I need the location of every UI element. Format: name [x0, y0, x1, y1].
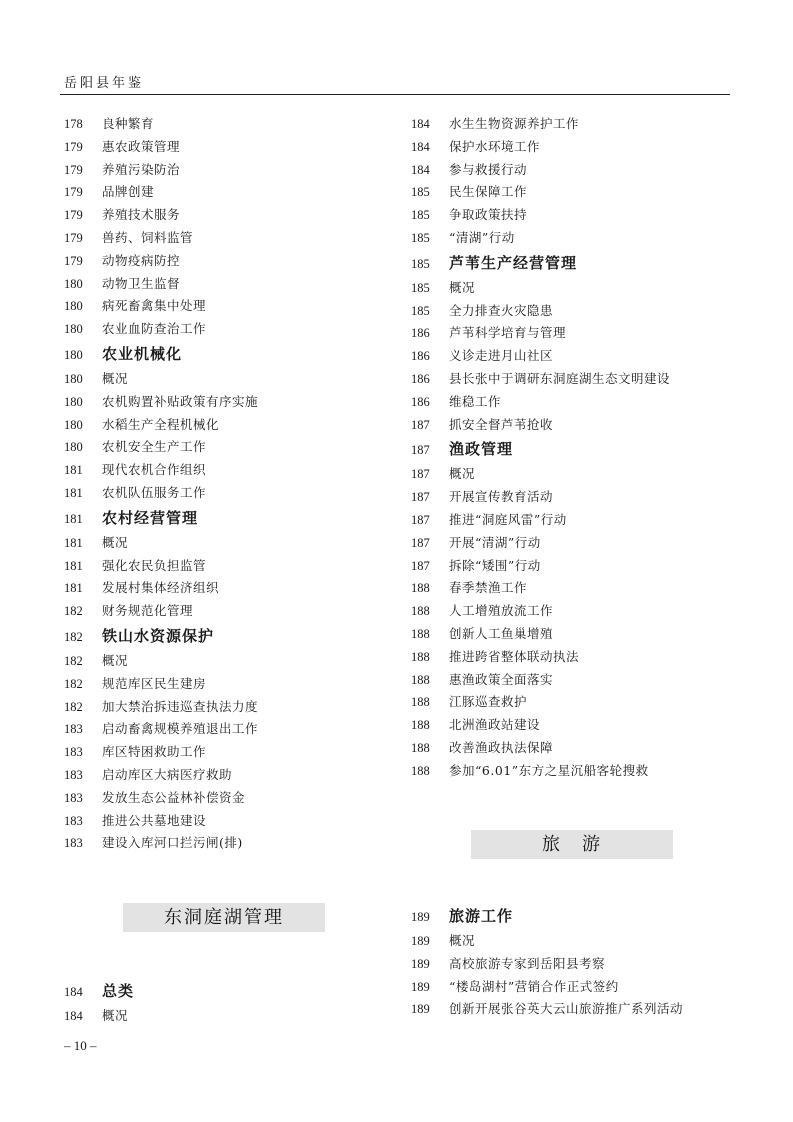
toc-page-number: 185 — [411, 185, 430, 200]
toc-entry-title: 农机购置补贴政策有序实施 — [102, 393, 259, 409]
toc-entry-title: 参与救援行动 — [449, 161, 528, 177]
toc-entry — [411, 623, 670, 646]
toc-entry — [64, 696, 258, 719]
toc-page-number: 188 — [411, 626, 430, 641]
toc-entry-title: 开展“清湖”行动 — [449, 534, 541, 550]
toc-entry-title: 农机安全生产工作 — [102, 439, 207, 455]
toc-page-number: 182 — [64, 699, 83, 714]
toc-page-number: 180 — [64, 347, 83, 362]
toc-entry-title: 概况 — [102, 370, 129, 386]
toc-entry-title: 义诊走进月山社区 — [449, 348, 554, 364]
toc-entry — [411, 714, 670, 737]
toc-entry-title: 动物卫生监督 — [102, 275, 181, 291]
toc-entry-title: 渔政管理 — [449, 440, 514, 459]
toc-entry — [64, 414, 258, 437]
toc-entry — [64, 787, 258, 810]
toc-page-number: 184 — [411, 162, 430, 177]
toc-entry-title: 铁山水资源保护 — [102, 626, 215, 645]
toc-entry-title: 全力排查火灾隐患 — [449, 302, 554, 318]
toc-entry-title: 维稳工作 — [449, 393, 502, 409]
toc-entry-title: “楼岛湖村”营销合作正式签约 — [449, 978, 619, 994]
toc-entry — [411, 953, 683, 976]
toc-entry — [411, 345, 670, 368]
toc-page-number: 186 — [411, 326, 430, 341]
toc-page-number: 180 — [64, 322, 83, 337]
toc-page-number: 183 — [64, 722, 83, 737]
toc-page-number: 185 — [411, 280, 430, 295]
toc-entry-title: 库区特困救助工作 — [102, 744, 207, 760]
toc-entry-title: 品牌创建 — [102, 184, 155, 200]
toc-page-number: 187 — [411, 443, 430, 458]
toc-page-number: 178 — [64, 117, 83, 131]
toc-entry — [64, 482, 258, 505]
toc-entry-title: 养殖技术服务 — [102, 207, 181, 223]
toc-entry — [64, 436, 258, 459]
toc-section-heading — [64, 978, 134, 1005]
toc-entry — [411, 463, 670, 486]
toc-entry — [64, 159, 258, 182]
toc-entry — [64, 741, 258, 764]
toc-page-number: 185 — [411, 303, 430, 318]
toc-entry-title: 现代农机合作组织 — [102, 462, 207, 478]
toc-entry — [411, 300, 670, 323]
toc-page-number: 179 — [64, 185, 83, 200]
toc-page-number: 180 — [64, 299, 83, 314]
toc-entry-title: 良种繁育 — [102, 116, 155, 131]
toc-page-number: 179 — [64, 253, 83, 268]
toc-entry-title: 争取政策扶持 — [449, 207, 528, 223]
toc-entry-title: 概况 — [449, 466, 476, 482]
toc-entry-title: 概况 — [449, 279, 476, 295]
toc-section-heading — [411, 436, 670, 463]
toc-page-number: 182 — [64, 629, 83, 644]
toc-page-number: 189 — [411, 1002, 430, 1017]
toc-entry — [411, 204, 670, 227]
toc-page-number: 187 — [411, 490, 430, 505]
toc-entry-title: 动物疫病防控 — [102, 252, 181, 268]
toc-page-number: 182 — [64, 653, 83, 668]
toc-entry-title: 惠渔政策全面落实 — [449, 671, 554, 687]
toc-entry — [411, 509, 670, 532]
toc-entry-title: 规范库区民生建房 — [102, 675, 207, 691]
toc-entry — [411, 277, 670, 300]
toc-entry-title: 创新人工鱼巢增殖 — [449, 625, 554, 641]
toc-entry-title: “清湖”行动 — [449, 229, 515, 245]
toc-entry — [64, 650, 258, 673]
toc-entry-title: 拆除“矮围”行动 — [449, 557, 541, 573]
toc-entry-title: 县长张中于调研东洞庭湖生态文明建设 — [449, 370, 671, 386]
toc-entry-title: 农机队伍服务工作 — [102, 484, 207, 500]
toc-page-number: 184 — [64, 1009, 83, 1023]
toc-entry-title: 芦苇生产经营管理 — [449, 253, 578, 272]
toc-entry-title: 水生生物资源养护工作 — [449, 116, 580, 131]
toc-page-number: 179 — [64, 208, 83, 223]
toc-page-number: 188 — [411, 672, 430, 687]
toc-entry — [411, 930, 683, 953]
toc-page-number: 187 — [411, 467, 430, 482]
toc-entry — [411, 998, 683, 1021]
toc-entry-title: 江豚巡查救护 — [449, 694, 528, 710]
toc-entry-title: 发放生态公益林补偿资金 — [102, 789, 246, 805]
toc-entry — [411, 322, 670, 345]
toc-page-number: 183 — [64, 813, 83, 828]
toc-page-number: 188 — [411, 581, 430, 596]
toc-entry-title: 推进跨省整体联动执法 — [449, 648, 580, 664]
toc-entry-title: 概况 — [102, 534, 129, 550]
toc-section-heading — [411, 250, 670, 277]
toc-entry — [411, 555, 670, 578]
toc-page-number: 181 — [64, 535, 83, 550]
toc-entry-title: 北洲渔政站建设 — [449, 717, 541, 733]
toc-entry-title: 启动库区大病医疗救助 — [102, 766, 233, 782]
toc-right-bottom — [411, 903, 683, 1021]
toc-entry — [64, 391, 258, 414]
toc-entry-title: 概况 — [102, 652, 129, 668]
toc-entry — [411, 646, 670, 669]
toc-page-number: 189 — [411, 934, 430, 948]
toc-page-number: 188 — [411, 649, 430, 664]
toc-page-number: 187 — [411, 558, 430, 573]
toc-page-number: 187 — [411, 535, 430, 550]
toc-entry — [64, 250, 258, 273]
toc-page-number: 181 — [64, 581, 83, 596]
toc-page-number: 184 — [411, 117, 430, 131]
toc-left-column — [64, 113, 258, 855]
running-header: 岳阳县年鉴 — [64, 76, 145, 91]
toc-entry — [411, 181, 670, 204]
toc-page-number: 180 — [64, 394, 83, 409]
toc-entry — [411, 976, 683, 999]
toc-entry — [64, 577, 258, 600]
toc-page-number: 189 — [411, 956, 430, 971]
toc-page-number: 186 — [411, 349, 430, 364]
toc-entry — [411, 600, 670, 623]
toc-page-number: 188 — [411, 718, 430, 733]
toc-section-heading — [411, 903, 683, 930]
toc-entry — [411, 691, 670, 714]
toc-entry — [411, 760, 670, 783]
toc-entry-title: 水稻生产全程机械化 — [102, 416, 220, 432]
toc-entry-title: 强化农民负担监管 — [102, 557, 207, 573]
toc-entry — [64, 718, 258, 741]
toc-entry — [411, 368, 670, 391]
toc-left-bottom — [64, 978, 134, 1028]
toc-section-heading — [64, 341, 258, 368]
toc-page-number: 186 — [411, 394, 430, 409]
chapter-heading-dongting: 东洞庭湖管理 — [123, 903, 325, 932]
toc-section-heading — [64, 623, 258, 650]
page-number: – 10 – — [64, 1038, 97, 1053]
toc-entry-title: 开展宣传教育活动 — [449, 489, 554, 505]
toc-entry-title: 民生保障工作 — [449, 184, 528, 200]
toc-entry — [411, 577, 670, 600]
toc-entry-title: 抓安全督芦苇抢收 — [449, 416, 554, 432]
toc-page-number: 183 — [64, 836, 83, 851]
toc-entry — [64, 832, 258, 855]
toc-section-heading — [64, 505, 258, 532]
toc-entry-title: 改善渔政执法保障 — [449, 739, 554, 755]
toc-entry-title: 推进公共墓地建设 — [102, 812, 207, 828]
toc-entry-title: 发展村集体经济组织 — [102, 580, 220, 596]
toc-page-number: 188 — [411, 604, 430, 619]
toc-page-number: 180 — [64, 276, 83, 291]
toc-page-number: 189 — [411, 910, 430, 924]
toc-page-number: 183 — [64, 745, 83, 760]
toc-page-number: 187 — [411, 417, 430, 432]
toc-entry-title: 兽药、饲料监管 — [102, 229, 194, 245]
toc-entry-title: 财务规范化管理 — [102, 603, 194, 619]
toc-page-number: 179 — [64, 230, 83, 245]
toc-page-number: 185 — [411, 230, 430, 245]
toc-entry — [64, 295, 258, 318]
toc-entry — [64, 532, 258, 555]
toc-page-number: 183 — [64, 767, 83, 782]
toc-page-number: 188 — [411, 763, 430, 778]
toc-page-number: 186 — [411, 371, 430, 386]
toc-entry — [411, 532, 670, 555]
toc-entry — [64, 113, 258, 136]
toc-entry — [64, 136, 258, 159]
toc-entry-title: 创新开展张谷英大云山旅游推广系列活动 — [449, 1001, 684, 1017]
toc-page-number: 189 — [411, 979, 430, 994]
toc-entry-title: 保护水环境工作 — [449, 138, 541, 154]
toc-entry-title: 病死畜禽集中处理 — [102, 298, 207, 314]
chapter-heading-tourism: 旅 游 — [471, 830, 673, 859]
toc-page-number: 185 — [411, 256, 430, 271]
toc-page-number: 179 — [64, 162, 83, 177]
toc-entry-title: 高校旅游专家到岳阳县考察 — [449, 955, 606, 971]
toc-page-number: 180 — [64, 417, 83, 432]
toc-entry-title: 农业机械化 — [102, 344, 183, 363]
toc-entry — [411, 737, 670, 760]
toc-page-number: 188 — [411, 740, 430, 755]
toc-page-number: 181 — [64, 511, 83, 526]
toc-entry-title: 惠农政策管理 — [102, 138, 181, 154]
toc-entry-title: 概况 — [102, 1008, 129, 1023]
toc-entry-title: 农村经营管理 — [102, 508, 199, 527]
toc-page-number: 184 — [411, 139, 430, 154]
toc-page-number: 180 — [64, 371, 83, 386]
toc-page-number: 179 — [64, 139, 83, 154]
toc-entry — [64, 204, 258, 227]
toc-entry — [64, 1005, 134, 1028]
toc-entry — [64, 673, 258, 696]
toc-page-number: 182 — [64, 676, 83, 691]
toc-entry — [64, 810, 258, 833]
header-rule — [60, 94, 730, 95]
toc-entry — [64, 227, 258, 250]
toc-right-column — [411, 113, 670, 783]
toc-entry — [64, 600, 258, 623]
toc-page-number: 181 — [64, 485, 83, 500]
toc-entry-title: 农业血防查治工作 — [102, 321, 207, 337]
toc-entry — [411, 113, 670, 136]
toc-page-number: 188 — [411, 695, 430, 710]
toc-entry-title: 总类 — [102, 982, 135, 1000]
toc-entry-title: 建设入库河口拦污闸(排) — [102, 835, 243, 851]
toc-entry — [411, 136, 670, 159]
toc-entry — [411, 669, 670, 692]
toc-page-number: 185 — [411, 208, 430, 223]
toc-entry — [64, 764, 258, 787]
toc-page-number: 181 — [64, 463, 83, 478]
toc-entry-title: 春季禁渔工作 — [449, 580, 528, 596]
toc-entry-title: 芦苇科学培育与管理 — [449, 325, 567, 341]
toc-entry-title: 旅游工作 — [449, 907, 514, 925]
toc-entry-title: 人工增殖放流工作 — [449, 603, 554, 619]
toc-entry — [64, 459, 258, 482]
toc-entry — [64, 318, 258, 341]
toc-entry — [411, 486, 670, 509]
toc-page-number: 182 — [64, 604, 83, 619]
toc-page-number: 184 — [64, 985, 83, 999]
toc-entry — [411, 227, 670, 250]
toc-entry — [411, 159, 670, 182]
toc-entry-title: 推进“洞庭风雷”行动 — [449, 511, 567, 527]
toc-entry-title: 概况 — [449, 933, 476, 948]
toc-page-number: 183 — [64, 790, 83, 805]
toc-entry-title: 加大禁治拆违巡查执法力度 — [102, 698, 259, 714]
toc-entry — [411, 414, 670, 437]
toc-entry — [64, 555, 258, 578]
toc-page-number: 187 — [411, 512, 430, 527]
toc-entry-title: 启动畜禽规模养殖退出工作 — [102, 721, 259, 737]
toc-page-number: 181 — [64, 558, 83, 573]
toc-entry — [411, 391, 670, 414]
toc-page-number: 180 — [64, 440, 83, 455]
toc-entry-title: 参加“6.01”东方之星沉船客轮搜救 — [449, 762, 649, 778]
toc-entry-title: 养殖污染防治 — [102, 161, 181, 177]
toc-entry — [64, 368, 258, 391]
toc-entry — [64, 181, 258, 204]
toc-entry — [64, 273, 258, 296]
